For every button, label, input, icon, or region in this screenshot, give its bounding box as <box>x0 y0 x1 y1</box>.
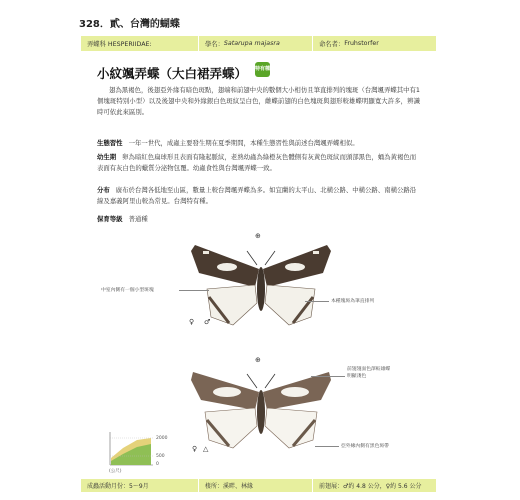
altitude-range-graphic <box>109 432 153 466</box>
species-info-bar <box>81 36 436 51</box>
leader-line <box>315 446 339 447</box>
endemic-badge: 特有種 <box>255 62 270 77</box>
section-text: 一年一世代，成蟲主要發生期在夏季期間，本種生態習性與前述台灣颯弄蝶相似。 <box>128 139 359 147</box>
leader-line <box>179 290 209 291</box>
scientific-name: Satarupa majasra <box>223 40 280 47</box>
page-header <box>79 15 180 30</box>
altitude-unit: (公尺) <box>109 469 122 474</box>
page <box>79 12 440 488</box>
triangle-symbol: △ <box>203 445 209 453</box>
description-paragraph: 翅為黑褐色，後翅亞外緣有暗色斑點，翅端和前翅中央的數個大小相仿且筆直排列的塊斑（台灣颯弄蝶其中有1個塊斑特別小型）以及後翅中央和外緣銀白色斑紋呈白色，雌蝶前翅的白色塊斑與翅形較雄蝶明顯寬大許多，辨識時可依此來區別。 <box>97 86 420 116</box>
leader-line <box>305 301 329 302</box>
footer-bar <box>81 479 436 492</box>
scientific-name-cell <box>199 36 313 51</box>
species-title: 小紋颯弄蝶（大白裙弄蝶） <box>97 66 248 81</box>
section-label: 生態習性 <box>97 139 123 147</box>
section-text: 廣布於台灣各低地至山區，數量上較台灣颯弄蝶為多。如宜蘭的太平山、北橫公路、中橫公路、南橫公路沿線及嘉義阿里山較為常見。台灣特有種。 <box>97 186 417 205</box>
annotation-right-2: 前翅翅面色澤較雄蝶明顯淺色 <box>347 367 391 379</box>
annotation-left: 中室內側有一個小型斑塊 <box>101 288 154 293</box>
section-text: 卵為暗紅色扁球形且表面有隆起脈紋，老熟幼蟲為綠橙灰色體側有灰黃色斑紋而頭部黑色，蛹為黃褐色而表面有灰白色的蠟質分泌物包覆。幼蟲食性與台灣颯弄蝶一致。 <box>97 153 417 172</box>
male-symbol: ♂ <box>204 318 211 326</box>
scientific-label: 學名： <box>205 41 224 48</box>
footer-wingspan: 前翅展：♂約 4.8 公分，♀約 5.6 公分 <box>319 483 422 490</box>
female-symbol: ♀ <box>189 318 195 326</box>
section-ecology <box>97 138 420 149</box>
altitude-label-low: 0 <box>156 462 159 467</box>
family-text: 弄蝶科 HESPERIIDAE: <box>87 41 152 48</box>
author-cell <box>313 36 436 51</box>
author-name: Fruhstorfer <box>344 40 379 47</box>
female-symbol: ♀ <box>192 445 198 453</box>
section-label: 保育等級 <box>97 215 123 223</box>
altitude-label-mid: 500 <box>156 454 165 459</box>
butterfly-male-image <box>189 237 334 332</box>
zoom-icon: ⊕ <box>255 356 261 364</box>
footer-period: 成蟲活動月份：5～9月 <box>81 479 199 492</box>
section-distribution <box>97 185 420 207</box>
page-number: 328 <box>79 19 100 30</box>
family-cell <box>81 36 199 51</box>
section-label: 幼生期 <box>97 153 117 161</box>
section-text: 普通種 <box>128 215 148 223</box>
footer-habitat: 棲所：溪畔、林緣 <box>199 479 313 492</box>
section-conservation <box>97 214 420 225</box>
annotation-right-1: 本種塊斑為筆直排列 <box>331 299 375 304</box>
leader-line <box>311 376 345 377</box>
section-title: ．貳、台灣的蝴蝶 <box>99 19 180 30</box>
author-label: 命名者： <box>319 41 345 48</box>
annotation-right-3: 亞外緣內側有黑色斑帶 <box>341 444 389 449</box>
altitude-label-high: 2000 <box>156 436 168 441</box>
section-label: 分布 <box>97 186 110 194</box>
section-larva <box>97 152 420 174</box>
zoom-icon: ⊕ <box>255 232 261 240</box>
